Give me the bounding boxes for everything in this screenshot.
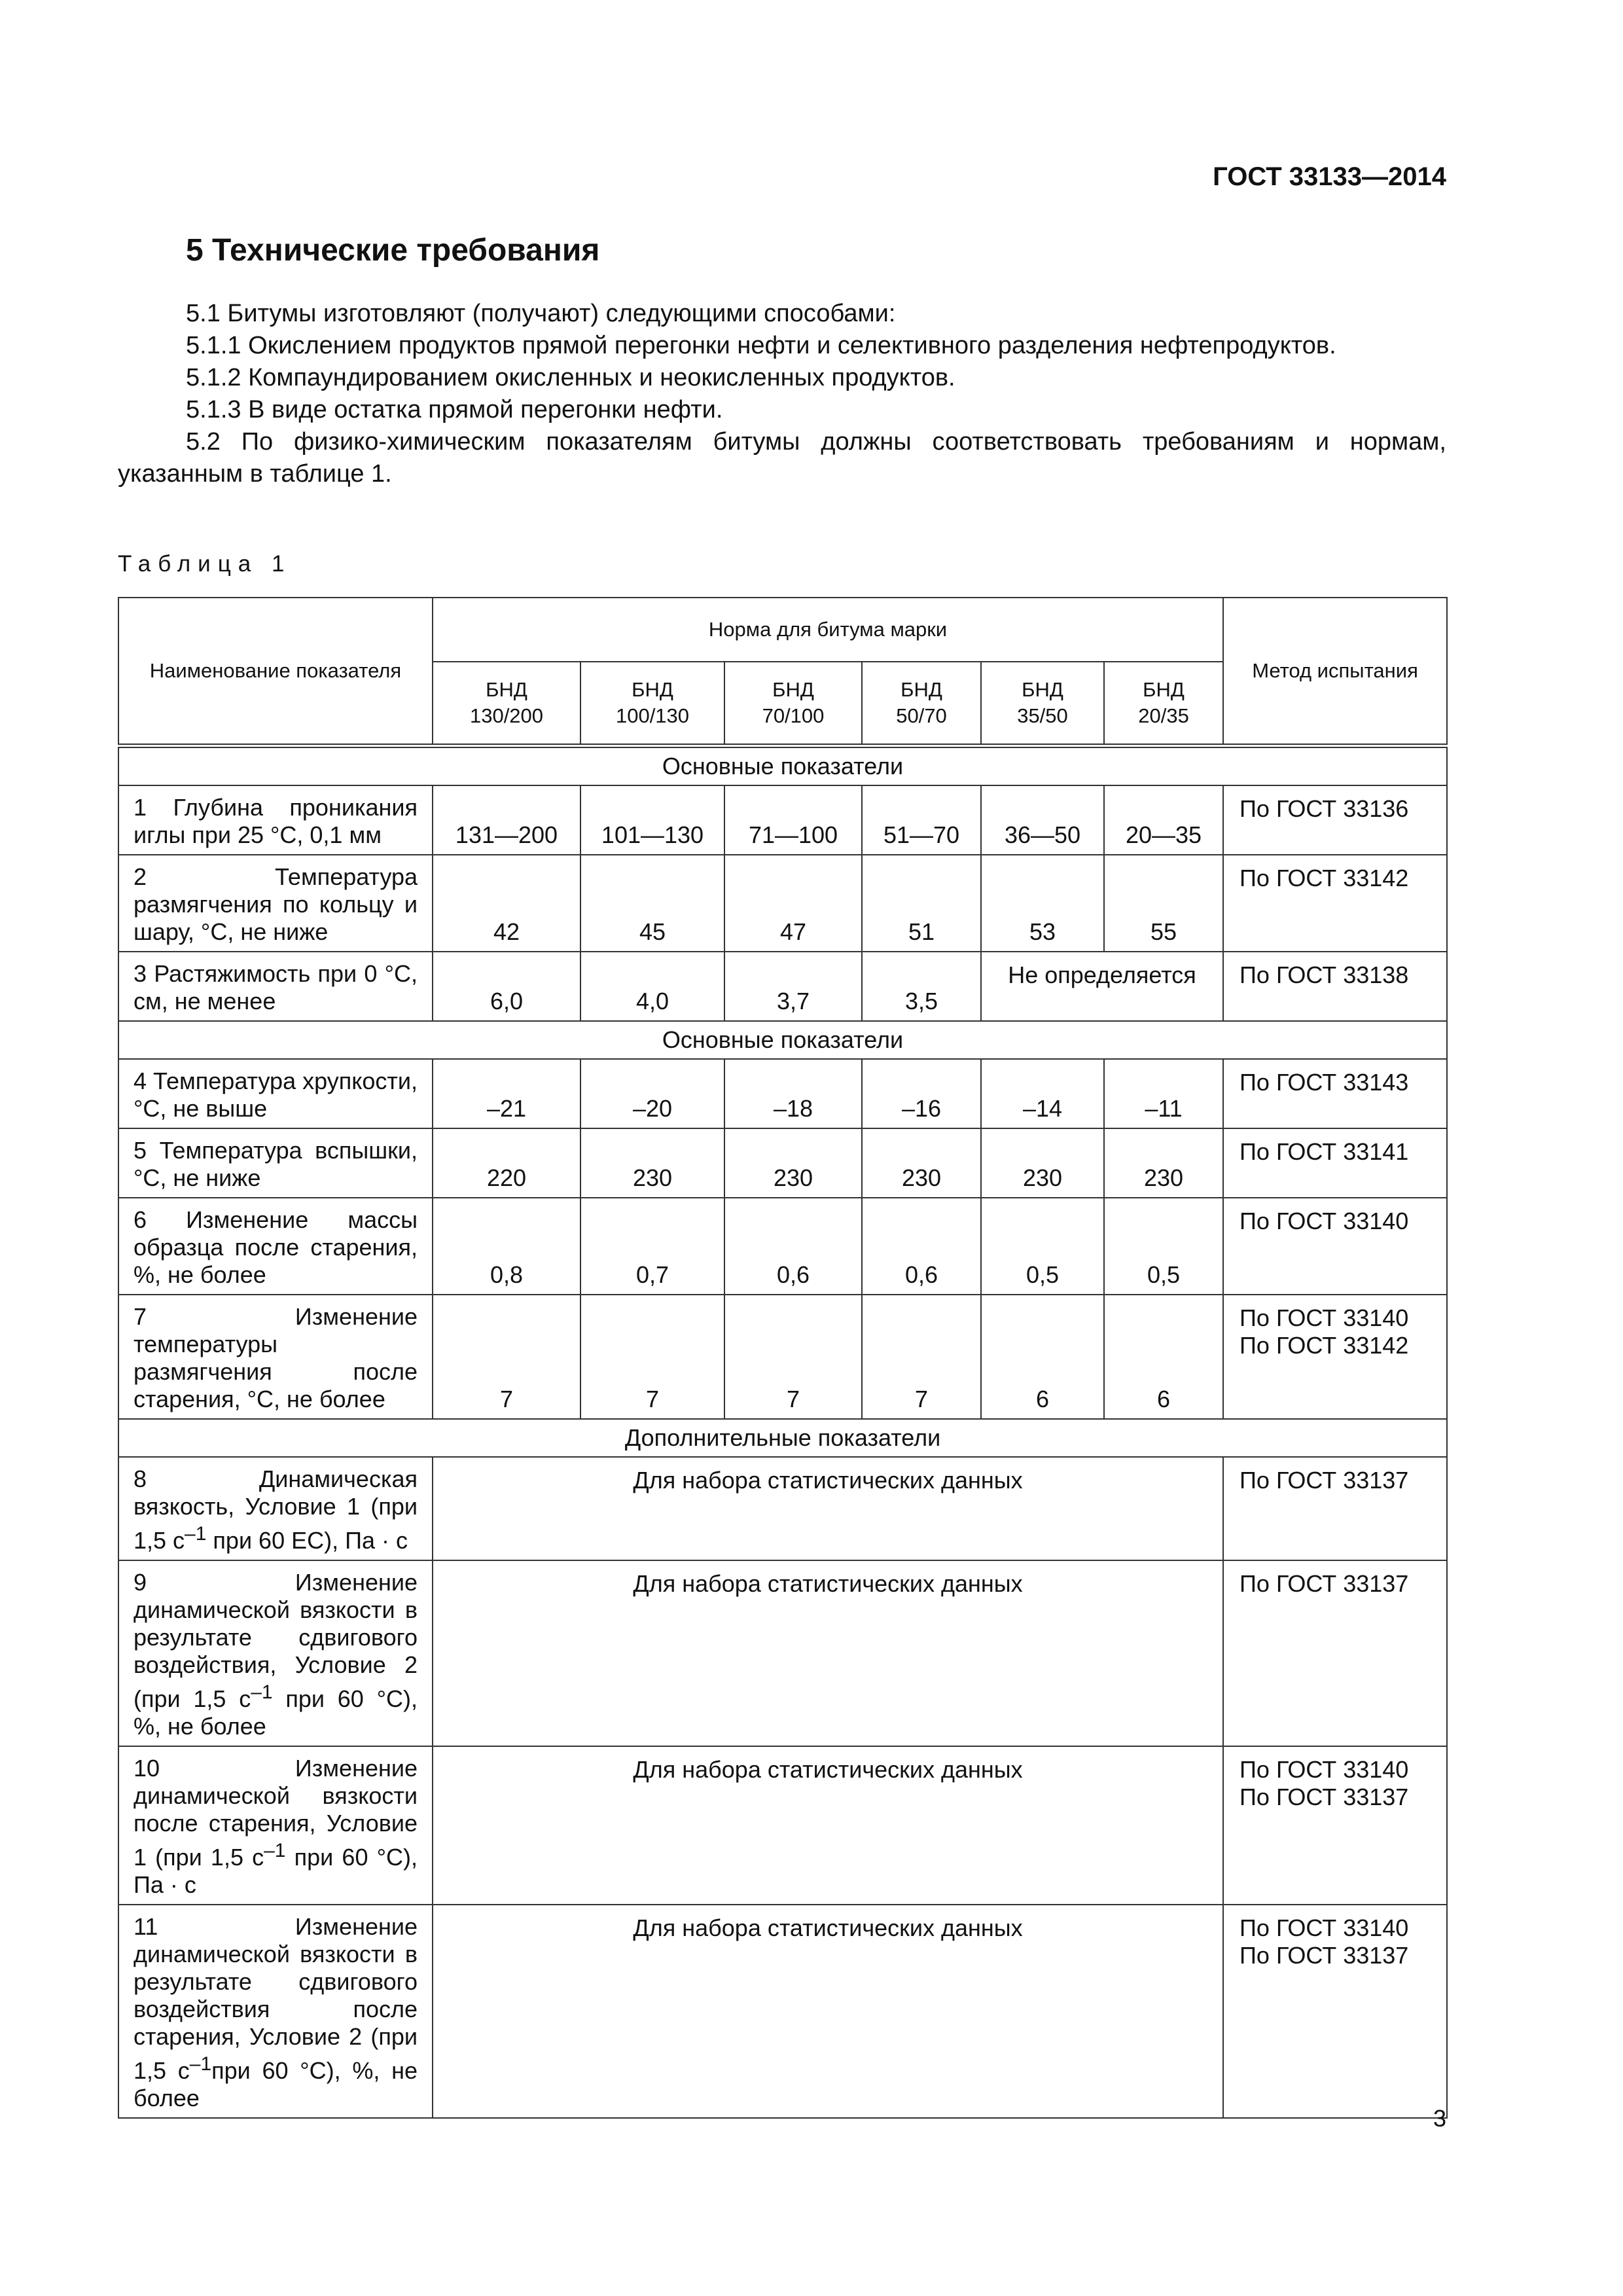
table-cell: 230 [580,1128,724,1198]
group-header: Дополнительные показатели [118,1419,1447,1457]
table-cell: 20—35 [1104,785,1223,855]
document-code: ГОСТ 33133—2014 [1213,162,1446,191]
table-cell: 7 [724,1295,862,1419]
page-number: 3 [1433,2105,1446,2132]
test-method: По ГОСТ 33143 [1223,1059,1447,1128]
table-cell: 36—50 [981,785,1104,855]
test-method: По ГОСТ 33140 По ГОСТ 33142 [1223,1295,1447,1419]
test-method: По ГОСТ 33137 [1223,1457,1447,1560]
grade-header: БНД 100/130 [580,662,724,745]
table-row [118,1457,1447,1560]
table-cell: 7 [862,1295,981,1419]
indicator-name: 11 Изменение динамической вязкости в результате сдвигового воздействия после старения, Условие 2 (при 1,5 $с^{-1}при$ 60 °С), %, не более [118,1905,433,2118]
table-cell: 47 [724,855,862,952]
table-cell: 6,0 [433,952,580,1021]
table-cell: 131—200 [433,785,580,855]
indicator-name: 2 Температура размягчения по кольцу и шару, °С, не ниже [118,855,433,952]
indicator-name: 10 Изменение динамической вязкости после старения, Условие 1 (при 1,5 $с^{-1}$ при 60 °С), Па · с [118,1746,433,1905]
table-cell: 230 [1104,1128,1223,1198]
merged-cell: Для набора статистических данных [433,1746,1223,1905]
test-method: По ГОСТ 33142 [1223,855,1447,952]
table-cell: 0,6 [862,1198,981,1295]
table-cell: 7 [433,1295,580,1419]
table-cell: –20 [580,1059,724,1128]
grade-header: БНД 70/100 [724,662,862,745]
table-cell: 6 [981,1295,1104,1419]
test-method: По ГОСТ 33141 [1223,1128,1447,1198]
table-row [118,785,1447,855]
table-cell: –14 [981,1059,1104,1128]
indicator-name: 3 Растяжимость при 0 °С, см, не менее [118,952,433,1021]
grade-header: БНД 20/35 [1104,662,1223,745]
indicator-name: 9 Изменение динамической вязкости в результате сдвигового воздействия, Условие 2 (при 1,5 $с^{-1}$ при 60 °С), %, не более [118,1560,433,1746]
norms-table [118,597,1448,2119]
grade-header: БНД 35/50 [981,662,1104,745]
table-cell: 71—100 [724,785,862,855]
table-cell: 45 [580,855,724,952]
table-label: Таблица 1 [118,551,292,577]
table-row [118,1746,1447,1905]
test-method: По ГОСТ 33140 [1223,1198,1447,1295]
table-row [118,1128,1447,1198]
table-cell: 4,0 [580,952,724,1021]
indicator-name: 6 Изменение массы образца после старения, %, не более [118,1198,433,1295]
table-row [118,1905,1447,2118]
test-method: По ГОСТ 33138 [1223,952,1447,1021]
table-cell: 53 [981,855,1104,952]
table-cell: 42 [433,855,580,952]
test-method: По ГОСТ 33140 По ГОСТ 33137 [1223,1746,1447,1905]
table-cell: 0,5 [981,1198,1104,1295]
merged-cell: Не определяется [981,952,1223,1021]
table-cell: –18 [724,1059,862,1128]
header-method-column: Метод испытания [1223,598,1447,745]
indicator-name: 7 Изменение температуры размягчения после старения, °С, не более [118,1295,433,1419]
table-cell: –21 [433,1059,580,1128]
indicator-name: 1 Глубина проникания иглы при 25 °С, 0,1 мм [118,785,433,855]
table-cell: 0,6 [724,1198,862,1295]
group-header: Основные показатели [118,745,1447,785]
merged-cell: Для набора статистических данных [433,1560,1223,1746]
test-method: По ГОСТ 33140 По ГОСТ 33137 [1223,1905,1447,2118]
test-method: По ГОСТ 33136 [1223,785,1447,855]
indicator-name: 5 Температура вспышки, °С, не ниже [118,1128,433,1198]
test-method: По ГОСТ 33137 [1223,1560,1447,1746]
table-cell: 220 [433,1128,580,1198]
paragraph: 5.1 Битумы изготовляют (получают) следующими способами: [186,300,896,327]
table-cell: 51 [862,855,981,952]
paragraph: 5.1.2 Компаундированием окисленных и неокисленных продуктов. [186,364,955,391]
table-cell: 0,5 [1104,1198,1223,1295]
paragraph: 5.2 По физико-химическим показателям битумы должны соответствовать требованиям и нормам, указанным в таблице 1. [118,428,1446,488]
table-cell: 6 [1104,1295,1223,1419]
paragraph: 5.1.3 В виде остатка прямой перегонки нефти. [186,396,723,423]
section-title: 5 Технические требования [186,233,600,268]
table-cell: –16 [862,1059,981,1128]
table-cell: 55 [1104,855,1223,952]
table-row [118,855,1447,952]
merged-cell: Для набора статистических данных [433,1457,1223,1560]
body-text [118,298,1446,490]
table-row [118,1560,1447,1746]
group-header: Основные показатели [118,1021,1447,1059]
grade-header: БНД 50/70 [862,662,981,745]
table-row [118,1198,1447,1295]
table-row [118,1295,1447,1419]
table-cell: 230 [724,1128,862,1198]
table-row [118,1059,1447,1128]
table-cell: 7 [580,1295,724,1419]
grade-header: БНД 130/200 [433,662,580,745]
table-cell: –11 [1104,1059,1223,1128]
indicator-name: 4 Температура хрупкости, °С, не выше [118,1059,433,1128]
paragraph: 5.1.1 Окислением продуктов прямой перегонки нефти и селективного разделения нефтепродуктов. [186,332,1336,359]
table-cell: 101—130 [580,785,724,855]
table-cell: 51—70 [862,785,981,855]
table-cell: 3,7 [724,952,862,1021]
header-norm-group: Норма для битума марки [433,598,1223,662]
table-cell: 230 [981,1128,1104,1198]
indicator-name: 8 Динамическая вязкость, Условие 1 (при 1,5 $с^{-1}$ при 60 ЕС), Па · с [118,1457,433,1560]
table-cell: 0,8 [433,1198,580,1295]
table-cell: 3,5 [862,952,981,1021]
table-cell: 230 [862,1128,981,1198]
table-cell: 0,7 [580,1198,724,1295]
merged-cell: Для набора статистических данных [433,1905,1223,2118]
table-row [118,952,1447,1021]
header-name-column: Наименование показателя [118,598,433,745]
